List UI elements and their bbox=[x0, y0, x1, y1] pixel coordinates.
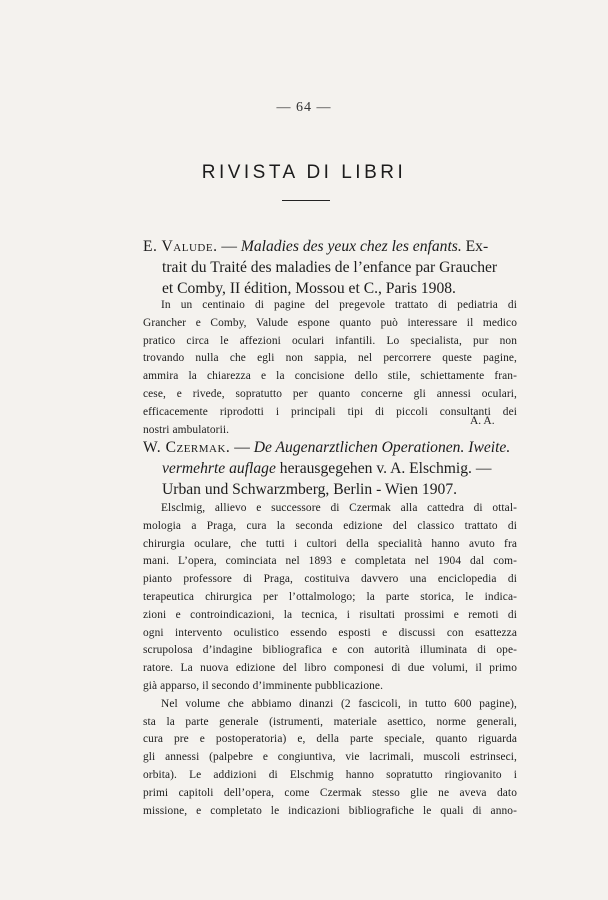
review2-heading bbox=[143, 437, 518, 500]
review2-body-line: sta la parte generale (istrumenti, materiale asettico, norme generali, bbox=[143, 715, 517, 728]
review2-author: W. Czermak. bbox=[143, 439, 231, 456]
review1-body-line: Grancher e Comby, Valude espone quanto può interessare il medico bbox=[143, 316, 517, 329]
section-title: RIVISTA DI LIBRI bbox=[201, 162, 407, 183]
review1-body-line: pratico circa le affezioni oculari infantili. Lo specialista, pur non bbox=[143, 334, 517, 347]
review1-author: E. Valude. bbox=[143, 238, 218, 255]
review1-heading-line2: trait du Traité des maladies de l’enfance par Graucher bbox=[162, 259, 498, 276]
review2-body-line: orbita). Le addizioni di Elschmig hanno sopratutto ringiovanito i bbox=[143, 768, 517, 781]
review2-body-line: mani. L’opera, cominciata nel 1893 e completata nel 1904 dal com- bbox=[143, 555, 517, 568]
review2-dash: — bbox=[234, 439, 250, 456]
review1-body-line: nostri ambulatorii. bbox=[143, 423, 230, 436]
review2-head-rest: herausgegehen v. A. Elschmig. — bbox=[279, 460, 492, 477]
review2-body-line: missione, e completato le indicazioni bibliografiche le quali di anno- bbox=[143, 804, 517, 817]
review1-body-line: In un centinaio di pagine del pregevole trattato di pediatria di bbox=[161, 299, 517, 311]
review1-body-line: ammira la chiarezza e la concisione dello stile, schiettamente fran- bbox=[143, 370, 517, 383]
review1-body-line: cese, e rivede, sopratutto per quanto concerne gli annessi oculari, bbox=[143, 387, 517, 400]
review1-heading-line3: et Comby, II édition, Mossou et C., Paris 1908. bbox=[162, 280, 456, 297]
review2-body-line: chirurgia oculare, che tutti i cultori della specialità hanno avuto fra bbox=[143, 537, 517, 550]
review2-body-line: già apparso, il secondo d’imminente pubblicazione. bbox=[143, 679, 384, 692]
review2-body-line: zioni e controindicazioni, la tecnica, i risultati prossimi e remoti di bbox=[143, 608, 517, 621]
review2-body-line: terapeutica chirurgica per l’ottalmologo; la parte storica, le indica- bbox=[143, 590, 517, 603]
review1-heading bbox=[143, 236, 518, 299]
page-number: — 64 — bbox=[276, 100, 332, 115]
review2-body-line: Elsclmig, allievo e successore di Czermak alla cattedra di ottal- bbox=[161, 502, 517, 514]
review2-body-line: scrupolosa d’indagine bibliografica e con autorità illuminata di ope- bbox=[143, 644, 517, 657]
review1-body-line: trovando nulla che egli non sappia, nel percorrere queste pagine, bbox=[143, 352, 517, 365]
review1-book-title: Maladies des yeux chez les enfants. bbox=[240, 238, 462, 255]
review2-heading-line3: Urban und Schwarzmberg, Berlin - Wien 1907. bbox=[162, 481, 458, 498]
review1-head-rest: Ex- bbox=[465, 238, 489, 255]
review2-body bbox=[143, 500, 517, 820]
review1-dash: — bbox=[221, 238, 237, 255]
title-rule bbox=[282, 200, 330, 201]
review2-heading-line1 bbox=[143, 437, 518, 458]
review2-body-line: Nel volume che abbiamo dinanzi (2 fascicoli, in tutto 600 pagine), bbox=[161, 697, 517, 710]
review1-signature: A. A. bbox=[470, 415, 495, 427]
review2-book-title-cont: vermehrte auflage bbox=[162, 460, 276, 477]
review2-body-line: primi capitoli dell’opera, come Czermak stesso glie ne aveva dato bbox=[143, 786, 517, 799]
review2-heading-line2 bbox=[143, 458, 518, 479]
review2-body-line: pianto professore di Praga, costituiva davvero una enciclopedia di bbox=[143, 573, 517, 586]
review2-body-line: mologia a Praga, cura la seconda edizione del classico trattato di bbox=[143, 519, 517, 532]
review1-heading-line1 bbox=[143, 236, 518, 257]
review2-body-line: ogni intervento oculistico essendo esposti e discussi con esattezza bbox=[143, 626, 517, 639]
review1-body-line: efficacemente riprodotti i principali tipi di piccoli consultanti dei bbox=[143, 405, 517, 418]
review2-body-line: ratore. La nuova edizione del libro componesi di due volumi, il primo bbox=[143, 662, 517, 675]
review1-body bbox=[143, 297, 517, 439]
review2-book-title: De Augenarztlichen Operationen. Iweite. bbox=[253, 439, 511, 456]
review2-body-line: cura pre e postoperatoria) e, della parte speciale, quanto riguarda bbox=[143, 733, 517, 746]
review2-body-line: gli annessi (palpebre e congiuntiva, vie lacrimali, muscoli estrinseci, bbox=[143, 751, 517, 764]
